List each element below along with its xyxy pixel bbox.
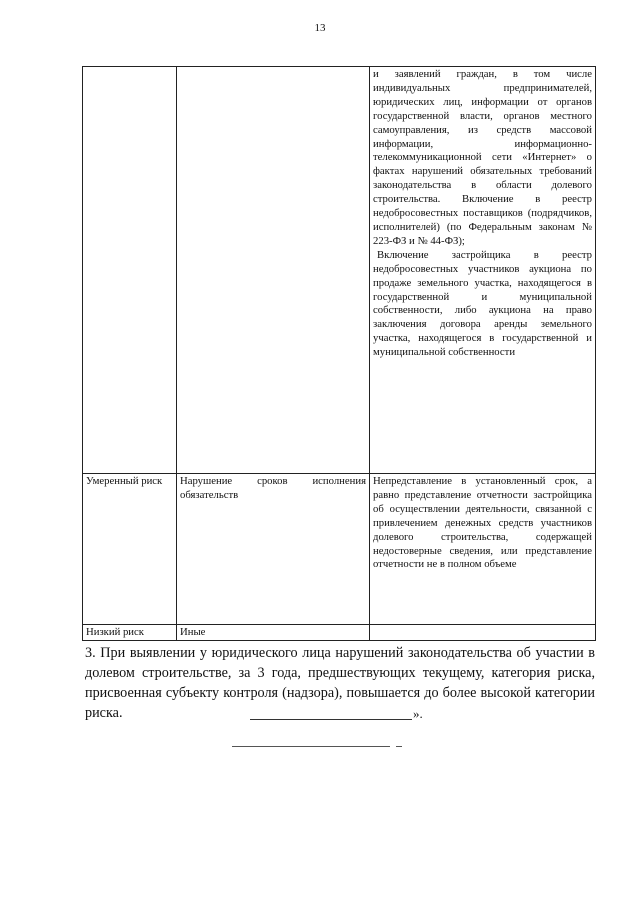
- closing-signature-line: [250, 706, 425, 722]
- risk-category-cell: Низкий риск: [83, 625, 177, 641]
- criterion-cell: [177, 67, 370, 474]
- table-row: [83, 625, 596, 641]
- paragraph-3: 3. При выявлении у юридического лица нарушений законодательства об участии в долевом строительстве, за 3 года, предшествующих текущему, категория риска, присвоенная субъекту контроля (надзора), повышается до более высокой категории риска.: [85, 645, 595, 721]
- closing-rule: [250, 719, 412, 720]
- risk-category-table: [82, 66, 596, 641]
- end-separator-line: [232, 746, 390, 747]
- description-text-continued: Включение застройщика в реестр недобросовестных участников аукциона по продаже земельного участка, находящегося в государственной и муниципальной собственности, либо аукциона на право заключения договора аренды земельного участка, находящегося в государственной и муниципальной собственности: [373, 248, 592, 359]
- description-cell: [370, 67, 596, 474]
- end-separator-dash: [396, 746, 402, 747]
- criterion-cell: Иные: [177, 625, 370, 641]
- page-number: 13: [314, 22, 326, 34]
- description-text: и заявлений граждан, в том числе индивидуальных предпринимателей, юридических лиц, информации от органов государственной власти, органов местного самоуправления, из средств массовой информации, информационно-телекоммуникационной сети «Интернет» о фактах нарушений обязательных требований законодательства в области долевого строительства. Включение в реестр недобросовестных поставщиков (подрядчиков, исполнителей) (по Федеральным законам № 223-ФЗ и № 44-ФЗ);: [373, 68, 592, 247]
- description-cell: [370, 625, 596, 641]
- risk-category-cell: [83, 67, 177, 474]
- criterion-cell: Нарушение сроков исполнения обязательств: [177, 474, 370, 625]
- risk-category-cell: Умеренный риск: [83, 474, 177, 625]
- closing-quote: ».: [413, 706, 423, 721]
- table-row: [83, 474, 596, 625]
- description-cell: Непредставление в установленный срок, а равно представление отчетности застройщика об осуществлении деятельности, связанной с привлечением денежных средств участников долевого строительства, содержащей недостоверные сведения, или представление отчетности не в полном объеме: [370, 474, 596, 625]
- table-row: [83, 67, 596, 474]
